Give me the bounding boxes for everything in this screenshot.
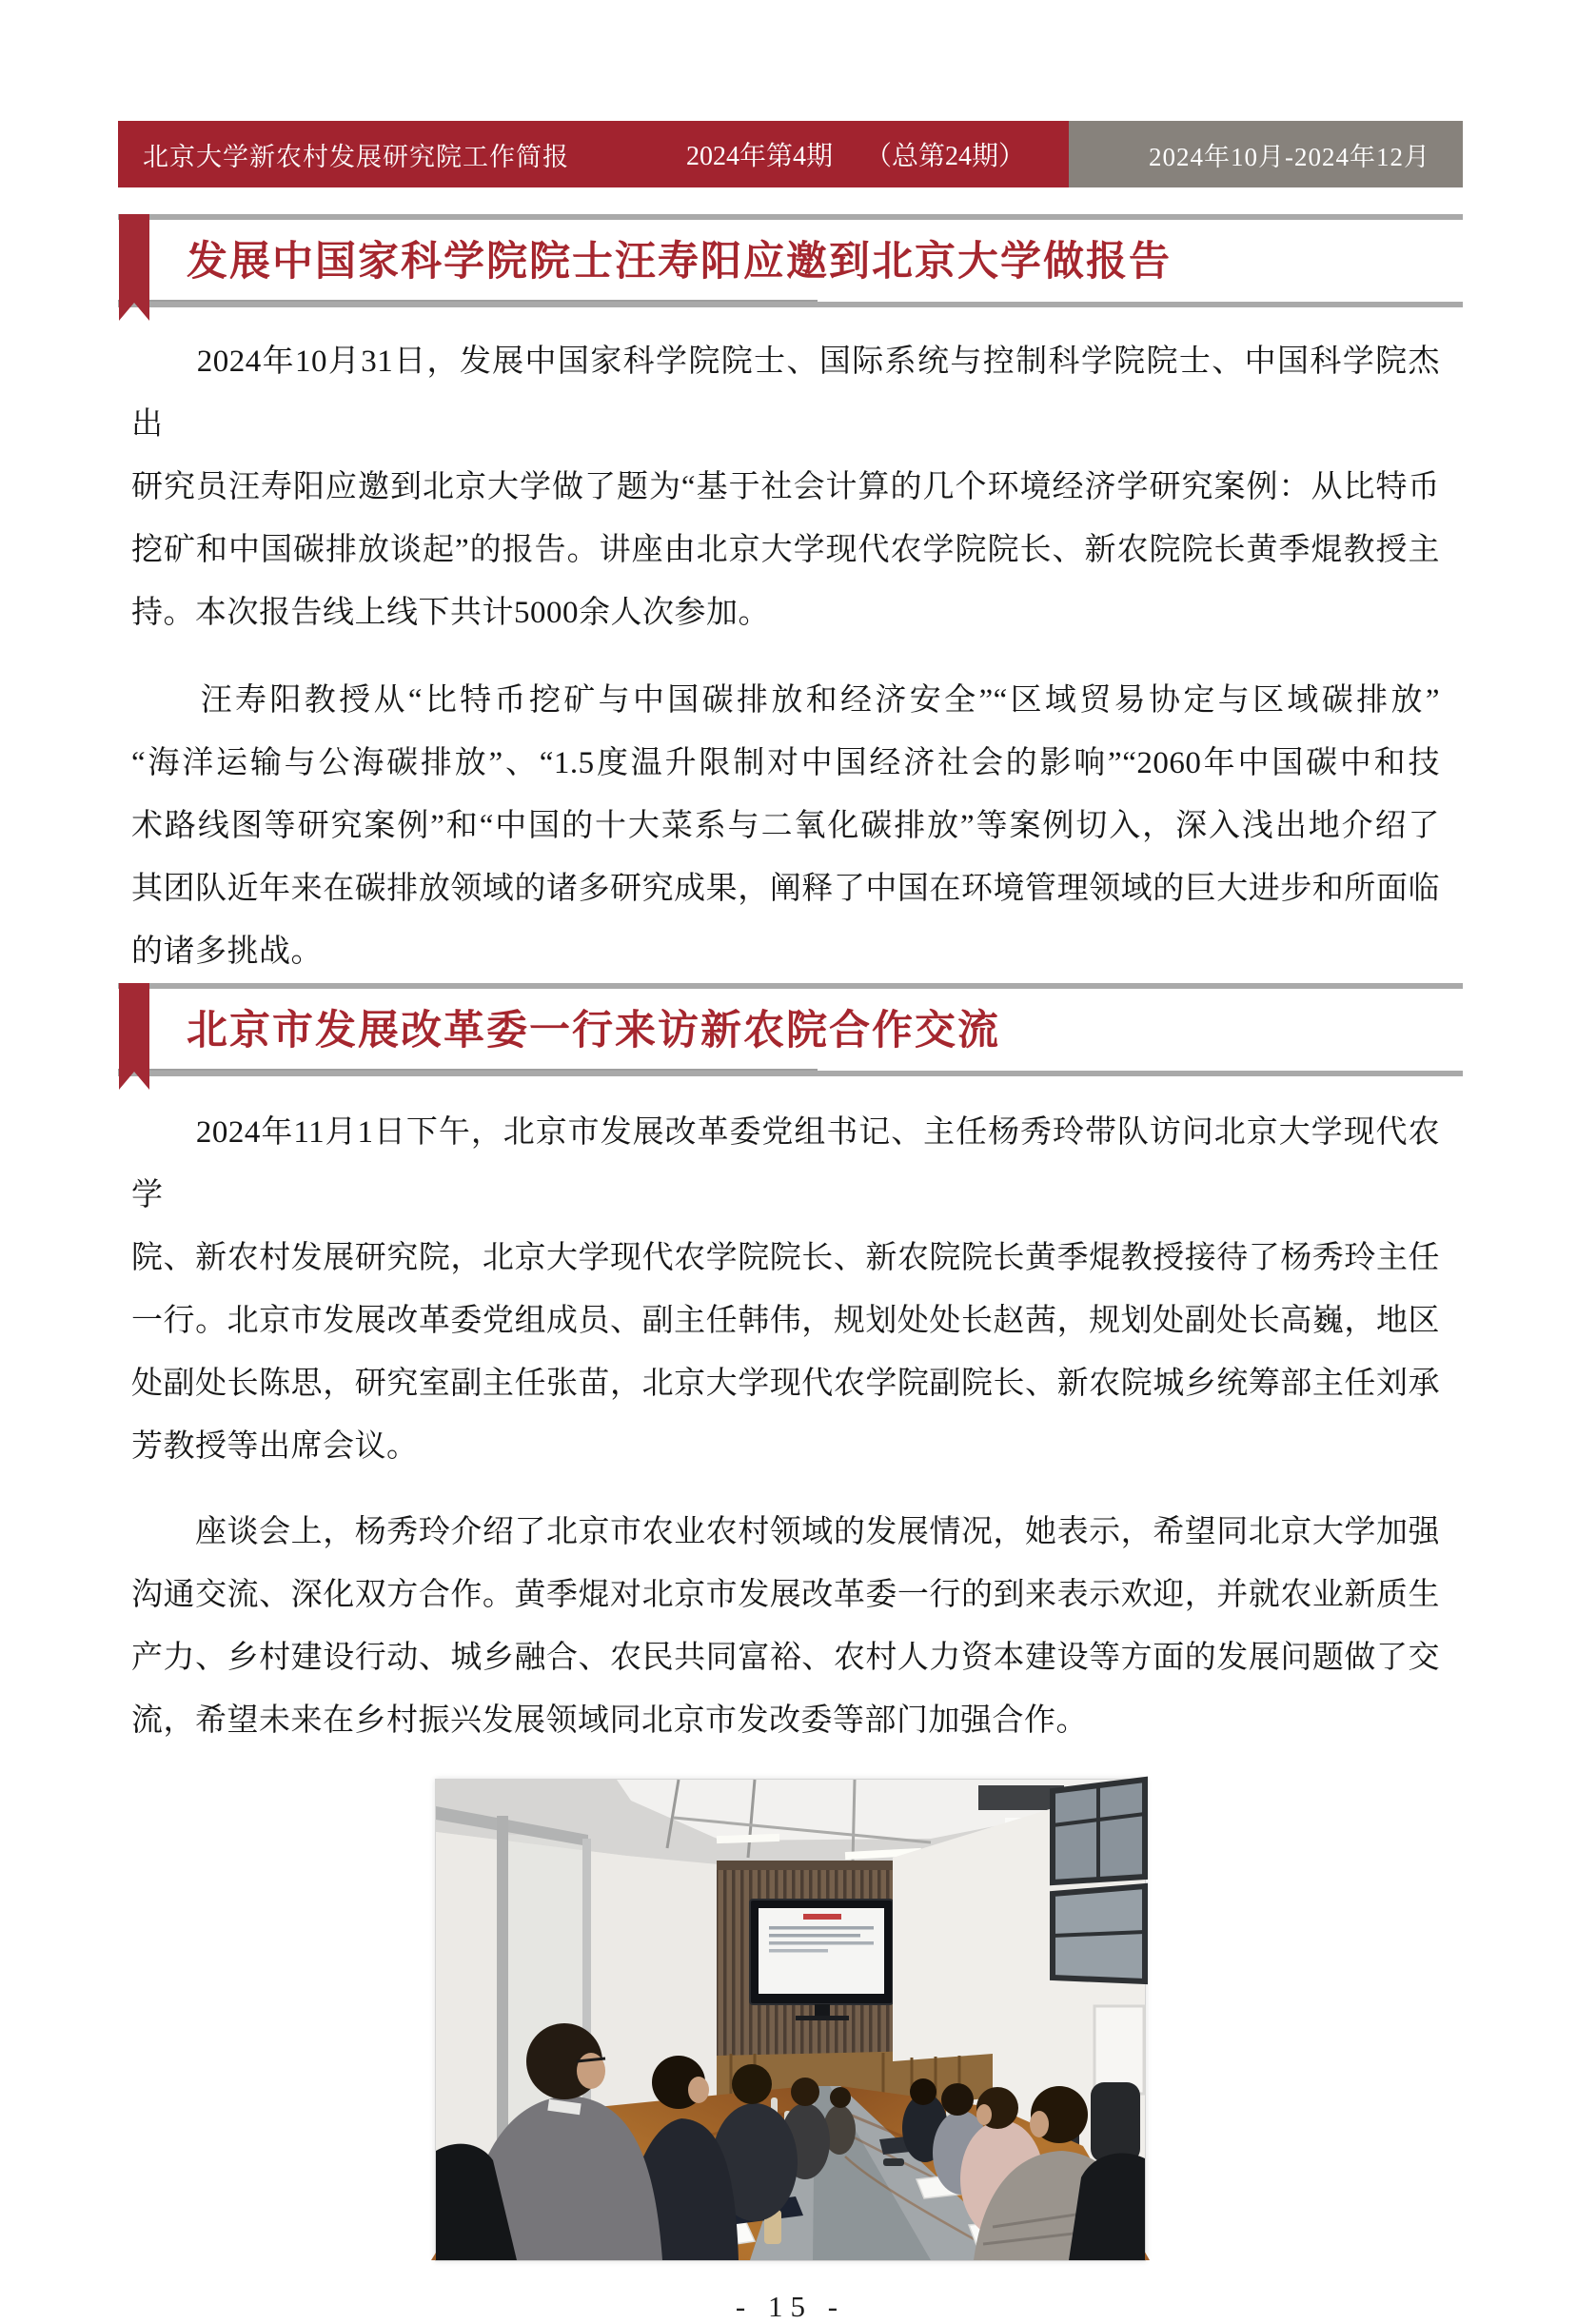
newsletter-title: 北京大学新农村发展研究院工作简报 <box>143 142 569 171</box>
text-line: 芳教授等出席会议。 <box>131 1429 419 1464</box>
text-line: 处副处长陈思，研究室副主任张苗，北京大学现代农学院副院长、新农院城乡统筹部主任刘承 <box>131 1367 1440 1401</box>
text-line: 产力、乡村建设行动、城乡融合、农民共同富裕、农村人力资本建设等方面的发展问题做了交 <box>131 1641 1440 1675</box>
text-line: 一行。北京市发展改革委党组成员、副主任韩伟，规划处处长赵茜，规划处副处长高巍，地区 <box>131 1304 1440 1338</box>
text-line: 挖矿和中国碳排放谈起”的报告。讲座由北京大学现代农学院院长、新农院院长黄季焜教授主 <box>131 533 1440 567</box>
issue-info <box>686 135 1069 173</box>
text-line: 2024年11月1日下午，北京市发展改革委党组书记、主任杨秀玲带队访问北京大学现代农学 <box>131 1115 1440 1212</box>
text-line: 持。本次报告线上线下共计5000余人次参加。 <box>131 596 770 630</box>
paragraph <box>118 1101 1463 1478</box>
meeting-photo-illustration <box>436 1780 1145 2260</box>
section-1-title: 发展中国家科学院院士汪寿阳应邀到北京大学做报告 <box>187 239 1172 285</box>
page-number: - 15 - <box>735 2290 846 2323</box>
text-line: 2024年10月31日，发展中国家科学院院士、国际系统与控制科学院院士、中国科学院杰出 <box>131 345 1440 442</box>
meeting-photo <box>435 1779 1146 2261</box>
section-1-heading <box>118 214 1463 307</box>
paragraph <box>118 669 1463 983</box>
issue-total-number: （总第24期） <box>864 142 1025 171</box>
text-line: 其团队近年来在碳排放领域的诸多研究成果，阐释了中国在环境管理领域的巨大进步和所面临 <box>131 872 1440 906</box>
header-gray-band <box>1069 121 1463 187</box>
heading-divider <box>118 1071 1463 1076</box>
page-content <box>118 214 1463 2324</box>
heading-divider <box>118 302 1463 307</box>
issue-number: 2024年第4期 <box>685 142 833 171</box>
text-line: 术路线图等研究案例”和“中国的十大菜系与二氧化碳排放”等案例切入，深入浅出地介绍了 <box>131 809 1440 843</box>
text-line: 研究员汪寿阳应邀到北京大学做了题为“基于社会计算的几个环境经济学研究案例：从比特币 <box>131 470 1440 504</box>
text-line: 沟通交流、深化双方合作。黄季焜对北京市发展改革委一行的到来表示欢迎，并就农业新质生 <box>131 1578 1440 1612</box>
text-line: 院、新农村发展研究院，北京大学现代农学院院长、新农院院长黄季焜教授接待了杨秀玲主任 <box>131 1241 1440 1275</box>
header-red-band <box>118 121 1069 187</box>
text-line: “海洋运输与公海碳排放”、“1.5度温升限制对中国经济社会的影响”“2060年中国碳中和技 <box>131 746 1440 780</box>
paragraph <box>118 330 1463 644</box>
text-line: 流，希望未来在乡村振兴发展领域同北京市发改委等部门加强合作。 <box>131 1704 1088 1738</box>
section-2-heading <box>118 983 1463 1076</box>
paragraph <box>118 1501 1463 1752</box>
text-line: 汪寿阳教授从“比特币挖矿与中国碳排放和经济安全”“区域贸易协定与区域碳排放” <box>131 683 1440 718</box>
section-2-title: 北京市发展改革委一行来访新农院合作交流 <box>187 1008 1000 1054</box>
date-range: 2024年10月-2024年12月 <box>1149 142 1430 171</box>
text-line: 的诸多挑战。 <box>131 935 323 969</box>
page-header-bar <box>118 121 1463 187</box>
text-line: 座谈会上，杨秀玲介绍了北京市农业农村领域的发展情况，她表示，希望同北京大学加强 <box>131 1515 1440 1549</box>
